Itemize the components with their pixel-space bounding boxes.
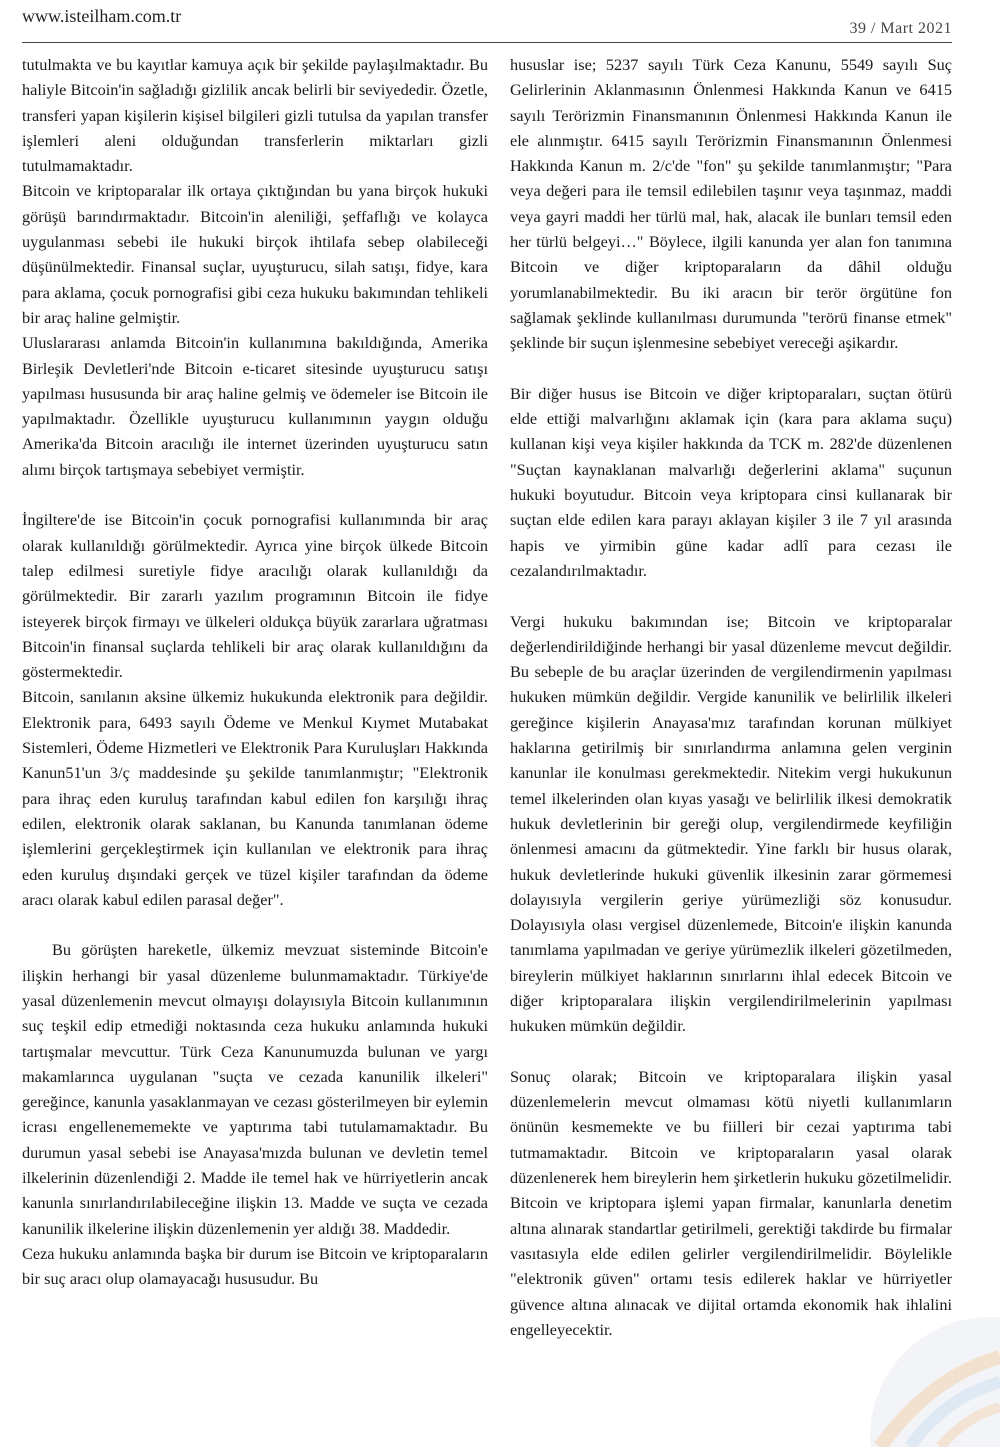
paragraph: Bu görüşten hareketle, ülkemiz mevzuat sisteminde Bitcoin'e ilişkin herhangi bir yasal düzenleme bulunmamaktadır. Türkiye'de yasal düzenlemenin mevcut olmayışı dolayısıyla Bitcoin kullanımının suç teşkil edip etmediği noktasında ceza hukuku anlamında hukuki tartışmalar mevcuttur. Türk Ceza Kanunumuzda bulunan ve yargı makamlarınca uygulanan "suçta ve cezada kanunilik ilkeleri" gereğince, kanunla yasaklanmayan ve cezası gösterilmeyen bir eylemin icrası engellenememekte ve yaptırıma tabi tutulamamaktadır. Bu durumun yasal sebebi ise Anayasa'mızda bulunan ve devletin temel ilkelerinin düzenlendiği 2. Madde ile temel hak ve hürriyetlerin ancak kanunla sınırlandırılabileceğine ilişkin 13. Madde ve suçta ve cezada kanunilik ilkelerine ilişkin düzenlemenin yer aldığı 38. Maddedir. [22, 940, 488, 1238]
paragraph: Uluslararası anlamda Bitcoin'in kullanımına bakıldığında, Amerika Birleşik Devletleri'nde Bitcoin e-ticaret sitesinde uyuşturucu satışı yapılması hususunda bir araç haline gelmiş ve ödemeler ise Bitcoin ile yapılmaktadır. Özellikle uyuşturucu kullanımının yaygın olduğu Amerika'da Bitcoin aracılığı ile internet üzerinden uyuşturucu satın alımı birçok tartışmaya sebebiyet vermiştir. [22, 333, 488, 479]
corner-watermark-graphic [840, 1287, 1000, 1447]
header-divider [22, 42, 952, 43]
paragraph: tutulmakta ve bu kayıtlar kamuya açık bir şekilde paylaşılmaktadır. Bu haliyle Bitcoin'in sağladığı gizlilik ancak belirli bir seviyededir. Özetle, transferi yapan kişilerin kişisel bilgileri gizli tutulsa da yapılan transfer işlemleri aleni olduğundan transferlerin miktarları gizli tutulmamaktadır. [22, 55, 488, 176]
site-url: www.isteilham.com.tr [22, 6, 182, 26]
paragraph: Bitcoin, sanılanın aksine ülkemiz hukukunda elektronik para değildir. Elektronik para, 6493 sayılı Ödeme ve Menkul Kıymet Mutabakat Sistemleri, Ödeme Hizmetleri ve Elektronik Para Kuruluşları Hakkında Kanun51'un 3/ç maddesinde şu şekilde tanımlanmıştır; "Elektronik para ihraç eden kuruluş tarafından kabul edilen fon karşılığı ihraç edilen, elektronik olarak saklanan, bu Kanunda tanımlanan ödeme işlemlerini gerçekleştirmek için kullanılan ve elektronik para ihraç eden kuruluş dışındaki gerçek ve tüzel kişiler tarafından da ödeme aracı olarak kabul edilen parasal değer". [22, 687, 488, 909]
paragraph: hususlar ise; 5237 sayılı Türk Ceza Kanunu, 5549 sayılı Suç Gelirlerinin Aklanmasının Önlenmesi Hakkında Kanun ve 6415 sayılı Terörizmin Finansmanının Önlenmesi Hakkında Kanun ile ele alınmıştır. 6415 sayılı Terörizmin Finansmanının Önlenmesi Hakkında Kanun m. 2/c'de "fon" şu şekilde tanımlanmıştır; "Para veya değeri para ile temsil edilebilen taşınır veya taşınmaz, maddi veya gayri maddi her türlü mal, hak, alacak ile bunları temsil eden her türlü belgeyi…" Böylece, ilgili kanunda yer alan fon tanımına Bitcoin ve diğer kriptoparaların da dâhil olduğu yorumlanabilmektedir. Bu iki aracın bir terör örgütüne fon sağlamak şeklinde kullanılması durumunda "terörü finanse etmek" şeklinde bir suçun işlenmesine sebebiyet vereceği aşikardır. [510, 55, 952, 353]
paragraph: Bitcoin ve kriptoparalar ilk ortaya çıktığından bu yana birçok hukuki görüşü barındırmaktadır. Bitcoin'in aleniliği, şeffaflığı ve kolayca uygulanması sebebi ile hukuki birçok ihtilafa sebep olabileceği düşünülmektedir. Finansal suçlar, uyuşturucu, silah satışı, fidye, kara para aklama, çocuk pornografisi gibi ceza hukuku bakımından tehlikeli bir araç haline gelmiştir. [22, 181, 488, 327]
paragraph: İngiltere'de ise Bitcoin'in çocuk pornografisi kullanımında bir araç olarak kullanıldığı görülmektedir. Ayrıca yine birçok ülkede Bitcoin talep edilmesi suretiyle fidye aracılığı olarak kullanıldığı da görülmektedir. Bir zararlı yazılım programının Bitcoin ile fidye isteyerek birçok firmayı ve ülkeleri oldukça büyük zararlara uğratması Bitcoin'in finansal suçlarda tehlikeli bir araç olarak kullanıldığını da göstermektedir. [22, 510, 488, 682]
paragraph: Bir diğer husus ise Bitcoin ve diğer kriptoparaları, suçtan ötürü elde ettiği malvarlığını aklamak için (kara para aklama suçu) kullanan kişi veya kişiler hakkında da TCK m. 282'de düzenlenen "Suçtan kaynaklanan malvarlığı değerlerini aklama" suçunun hukuki boyutudur. Bitcoin veya kriptopara cinsi kullanarak bir suçtan elde edilen kara parayı aklayan kişiler 3 ile 7 yıl arasında hapis ve yirmibin güne kadar adlî para cezası ile cezalandırılmaktadır. [510, 383, 952, 580]
paragraph: Vergi hukuku bakımından ise; Bitcoin ve kriptoparalar değerlendirildiğinde herhangi bir yasal düzenleme mevcut değildir. Bu sebeple de bu araçlar üzerinden de vergilendirmenin yapılması hukuken mümkün değildir. Vergide kanunilik ve belirlilik ilkeleri gereğince kişilerin Anayasa'mız tarafından korunan mülkiyet haklarına getirilmiş bir sınırlandırma anlamına gelen verginin kanunlar ile konulması gerekmektedir. Nitekim vergi hukukunun temel ilkelerinden olan kıyas yasağı ve belirlilik ilkesi demokratik hukuk devletlerinin bir gereği olup, vergilendirmede keyfiliğin önlenmesi amacını da gütmektedir. Yine farklı bir husus olarak, hukuk devletlerinde hukuki güvenlik ilkesinin zarar görmemesi dolayısıyla vergilerin geriye yürümezliği söz konusudur. Dolayısıyla olası vergisel düzenlemede, Bitcoin'e ilişkin kanunda tanımlama yapılmadan ve geriye yürümezlik ilkeleri gözetilmeden, bireylerin mülkiyet haklarının sınırlarını ihlal edecek Bitcoin ve diğer kriptoparalara ilişkin vergilendirilmelerinin yapılması hukuken mümkün değildir. [510, 611, 952, 1036]
issue-number: 39 / Mart 2021 [849, 20, 952, 37]
paragraph: Sonuç olarak; Bitcoin ve kriptoparalara ilişkin yasal düzenlemelerin mevcut olmaması kötü niyetli kullanımların önünün kesmemekte ve bu fiilleri bir cezai yaptırıma tabi tutmamaktadır. Bitcoin ve kriptoparaların yasal olarak düzenlenerek hem bireylerin hem şirketlerin hukuku gözetilmelidir. Bitcoin ve kriptopara işlemi yapan firmalar, kanunlarla denetim altına alınarak standartlar getirilmeli, gerektiği takdirde bu firmalar vasıtasıyla elde edilen gelirler vergilendirilmelidir. Böylelikle "elektronik güven" ortamı tesis edilerek haklar ve hürriyetler güvence altına alınacak ve dijital ortamda ekonomik hak ihlalini engelleyecektir. [510, 1066, 952, 1339]
left-column [22, 52, 488, 1292]
paragraph: Ceza hukuku anlamında başka bir durum ise Bitcoin ve kriptoparaların bir suç aracı olup olamayacağı hususudur. Bu [22, 1243, 488, 1289]
right-column [510, 52, 952, 1342]
